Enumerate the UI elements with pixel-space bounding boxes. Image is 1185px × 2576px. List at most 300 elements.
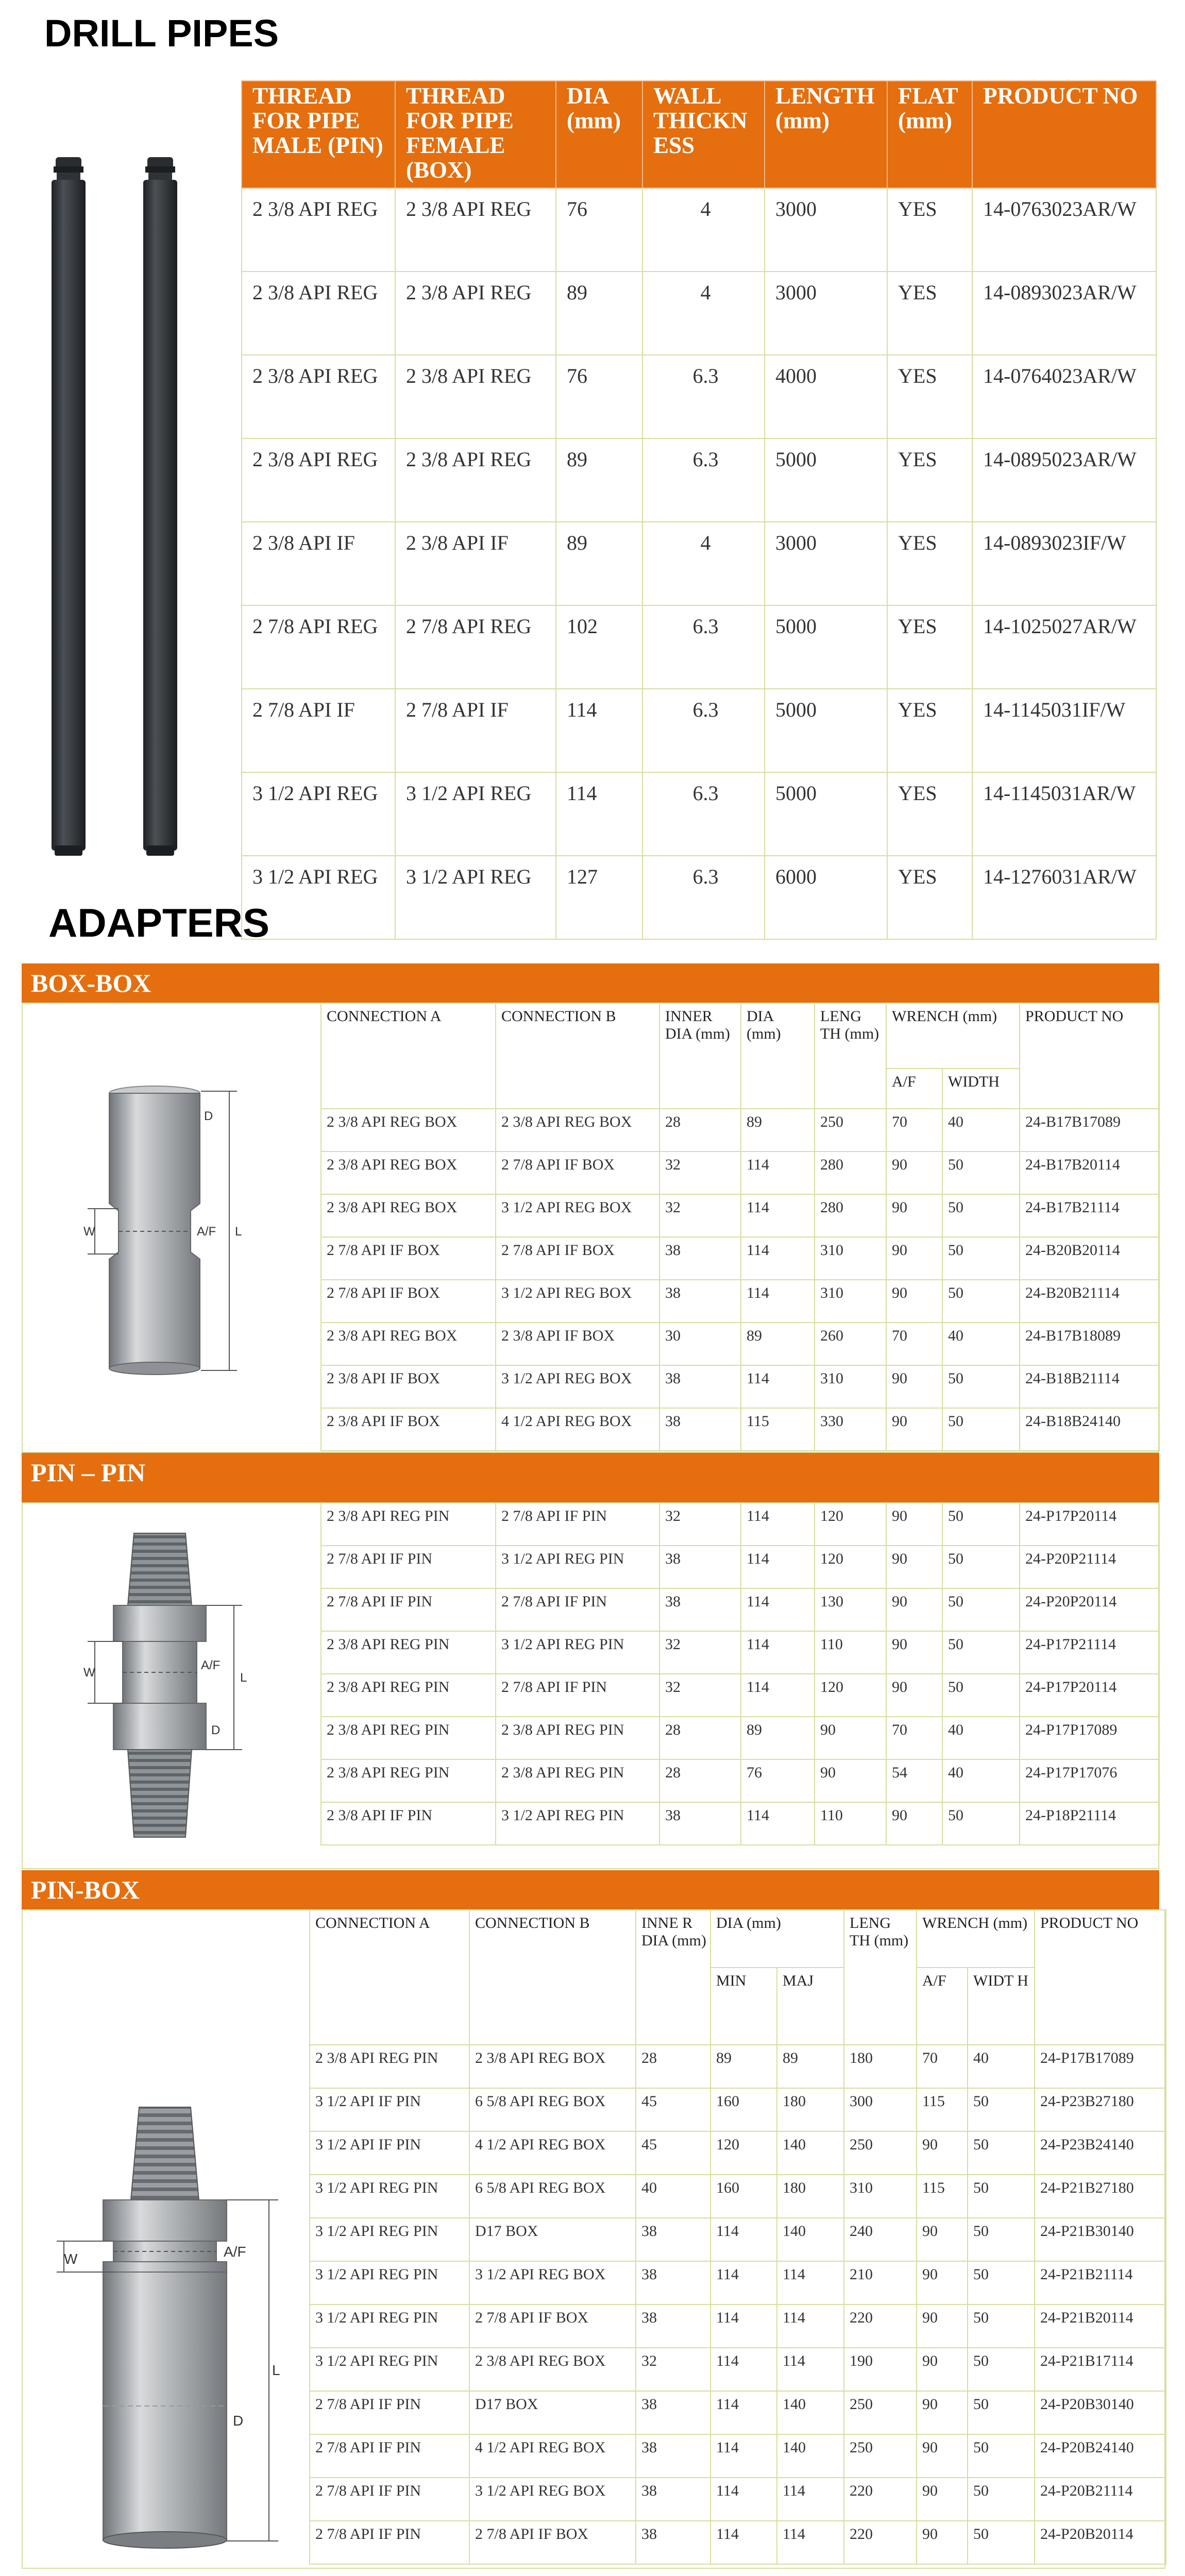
pin-box-row-cell: 114	[710, 2218, 777, 2261]
pin-box-row-cell: 2 7/8 API IF PIN	[310, 2434, 469, 2478]
pin-box-row-cell: 2 7/8 API IF PIN	[310, 2478, 469, 2521]
pin-box-row-cell: 114	[710, 2348, 777, 2391]
box-box-row-cell: 2 7/8 API IF BOX	[321, 1280, 496, 1323]
box-box-row-cell: 250	[815, 1109, 886, 1151]
drill-pipe-row-cell: 127	[556, 856, 642, 939]
box-box-row-cell: 38	[659, 1280, 741, 1323]
box-box-row-cell: 90	[886, 1365, 942, 1408]
pin-box-row	[310, 2478, 1166, 2521]
box-box-row-cell: 330	[815, 1408, 886, 1451]
pin-pin-row-cell: 120	[815, 1503, 886, 1546]
drill-pipe-row	[242, 438, 1156, 522]
pin-box-row-cell: 89	[710, 2045, 777, 2088]
box-box-row-cell: 2 3/8 API IF BOX	[321, 1365, 496, 1408]
pin-box-row-cell: 24-P20B21114	[1035, 2478, 1166, 2521]
pin-box-row-cell: 38	[636, 2434, 710, 2478]
bb-header-length: LENG TH (mm)	[815, 1003, 886, 1109]
pin-box-row-cell: 115	[917, 2175, 968, 2218]
pin-box-row-cell: 50	[968, 2131, 1035, 2175]
drill-pipe-row-cell: 14-1145031IF/W	[972, 689, 1156, 772]
box-box-row-cell: 70	[886, 1109, 942, 1151]
box-box-row-cell: 32	[659, 1194, 741, 1237]
drill-pipe-row-cell: YES	[887, 355, 972, 438]
drill-pipe-row	[242, 355, 1156, 438]
drill-pipe-row-cell: 6.3	[642, 772, 765, 856]
box-box-row-cell: 310	[815, 1365, 886, 1408]
pin-pin-row-cell: 2 7/8 API IF PIN	[496, 1503, 659, 1546]
drill-pipe-right	[143, 157, 177, 856]
pin-box-label-af: A/F	[224, 2244, 246, 2260]
bb-header-inner-dia: INNER DIA (mm)	[659, 1003, 741, 1109]
box-box-label-w: W	[83, 1225, 95, 1239]
pin-box-row-cell: 40	[636, 2175, 710, 2218]
pin-pin-row	[321, 1674, 1159, 1717]
pin-box-row-cell: 180	[844, 2045, 917, 2088]
drill-pipe-row-cell: 6.3	[642, 605, 765, 689]
drill-pipe-row-cell: 2 3/8 API IF	[242, 522, 395, 605]
pin-pin-row-cell: 2 3/8 API REG PIN	[321, 1674, 496, 1717]
pin-pin-row-cell: 76	[741, 1759, 815, 1802]
box-box-row	[321, 1365, 1159, 1408]
pin-box-row-cell: 2 7/8 API IF PIN	[310, 2391, 469, 2434]
bb-header-conn-b: CONNECTION B	[496, 1003, 659, 1109]
box-box-row-cell: 40	[942, 1323, 1020, 1365]
pin-pin-label-af: A/F	[201, 1658, 221, 1672]
box-box-row-cell: 2 3/8 API IF BOX	[496, 1323, 659, 1365]
pin-pin-row-cell: 120	[815, 1674, 886, 1717]
drill-pipe-row-cell: 2 3/8 API REG	[395, 355, 556, 438]
pin-pin-row	[321, 1759, 1159, 1802]
pin-box-row-cell: 4 1/2 API REG BOX	[469, 2434, 636, 2478]
pb-header-inner-dia: INNE R DIA (mm)	[636, 1910, 710, 2045]
drill-pipes-body	[242, 188, 1156, 939]
pin-box-row	[310, 2175, 1166, 2218]
pin-pin-row-cell: 50	[942, 1503, 1020, 1546]
pin-pin-row-cell: 90	[886, 1503, 942, 1546]
pin-box-row-cell: 140	[777, 2131, 844, 2175]
header-thread-male: THREAD FOR PIPE MALE (PIN)	[242, 81, 395, 188]
pin-pin-row-cell: 2 7/8 API IF PIN	[496, 1674, 659, 1717]
header-wall-thickness: WALL THICKN ESS	[642, 81, 765, 188]
header-thread-female: THREAD FOR PIPE FEMALE (BOX)	[395, 81, 556, 188]
box-box-row-cell: 90	[886, 1237, 942, 1280]
pin-box-row-cell: 50	[968, 2304, 1035, 2348]
pin-box-row-cell: 50	[968, 2478, 1035, 2521]
box-box-row-cell: 70	[886, 1323, 942, 1365]
pin-box-row-cell: 180	[777, 2088, 844, 2131]
pin-pin-row-cell: 70	[886, 1717, 942, 1759]
pin-pin-row-cell: 2 7/8 API IF PIN	[321, 1588, 496, 1631]
drill-pipe-row-cell: 2 3/8 API REG	[242, 188, 395, 272]
pin-pin-row	[321, 1631, 1159, 1674]
drill-pipe-row-cell: 2 3/8 API REG	[242, 272, 395, 355]
pb-header-min: MIN	[710, 1968, 777, 2045]
pin-box-row-cell: D17 BOX	[469, 2391, 636, 2434]
drill-pipe-row-cell: 14-1145031AR/W	[972, 772, 1156, 856]
box-box-row-cell: 89	[741, 1323, 815, 1365]
pin-box-row-cell: 24-P20B20114	[1035, 2521, 1166, 2564]
pin-pin-row-cell: 32	[659, 1503, 741, 1546]
drill-pipe-row-cell: 4000	[765, 355, 887, 438]
pin-pin-row-cell: 24-P17P20114	[1020, 1674, 1159, 1717]
pin-box-row-cell: 90	[917, 2348, 968, 2391]
drill-pipe-row-cell: 14-0893023IF/W	[972, 522, 1156, 605]
pin-box-row-cell: 2 7/8 API IF BOX	[469, 2521, 636, 2564]
box-box-row-cell: 24-B17B20114	[1020, 1151, 1159, 1194]
drill-pipe-row	[242, 272, 1156, 355]
box-box-band: BOX-BOX	[22, 963, 1159, 1003]
drill-pipe-row-cell: 4	[642, 522, 765, 605]
box-box-row	[321, 1151, 1159, 1194]
pin-box-table	[309, 1909, 1166, 2565]
drill-pipe-row-cell: 2 7/8 API IF	[242, 689, 395, 772]
drill-pipe-row-cell: 14-0893023AR/W	[972, 272, 1156, 355]
drill-pipe-row-cell: 5000	[765, 772, 887, 856]
pin-pin-row-cell: 110	[815, 1802, 886, 1845]
pin-box-row-cell: 250	[844, 2131, 917, 2175]
drill-pipe-row-cell: YES	[887, 188, 972, 272]
pin-box-row-cell: 250	[844, 2434, 917, 2478]
box-box-label-l: L	[235, 1225, 242, 1239]
pin-pin-label-d: D	[211, 1723, 221, 1737]
pin-pin-row-cell: 50	[942, 1674, 1020, 1717]
pin-box-row-cell: 24-P23B24140	[1035, 2131, 1166, 2175]
pin-box-row-cell: 140	[777, 2434, 844, 2478]
pin-pin-row-cell: 110	[815, 1631, 886, 1674]
pin-pin-row-cell: 90	[886, 1674, 942, 1717]
pin-box-row-cell: 24-P21B21114	[1035, 2261, 1166, 2304]
pin-box-row-cell: 310	[844, 2175, 917, 2218]
pin-box-row-cell: 3 1/2 API REG BOX	[469, 2478, 636, 2521]
drill-pipe-row-cell: 102	[556, 605, 642, 689]
box-box-row-cell: 310	[815, 1237, 886, 1280]
box-box-row-cell: 2 3/8 API REG BOX	[321, 1109, 496, 1151]
pin-pin-row-cell: 2 3/8 API REG PIN	[321, 1631, 496, 1674]
box-box-row-cell: 24-B17B18089	[1020, 1323, 1159, 1365]
box-box-row-cell: 114	[741, 1194, 815, 1237]
pin-pin-row-cell: 120	[815, 1546, 886, 1588]
pin-pin-row	[321, 1717, 1159, 1759]
pin-pin-row-cell: 3 1/2 API REG PIN	[496, 1631, 659, 1674]
drill-pipe-row-cell: 4	[642, 272, 765, 355]
pin-pin-row-cell: 90	[815, 1717, 886, 1759]
pin-pin-row-cell: 114	[741, 1802, 815, 1845]
drill-pipe-row	[242, 605, 1156, 689]
drill-pipe-row-cell: YES	[887, 856, 972, 939]
drill-pipe-row-cell: 2 3/8 API REG	[242, 355, 395, 438]
pin-box-band: PIN-BOX	[22, 1870, 1159, 1909]
drill-pipe-row	[242, 772, 1156, 856]
drill-pipes-title: DRILL PIPES	[44, 12, 279, 55]
box-box-row-cell: 38	[659, 1365, 741, 1408]
pin-box-row-cell: 24-P21B20114	[1035, 2304, 1166, 2348]
box-box-row-cell: 3 1/2 API REG BOX	[496, 1365, 659, 1408]
pin-box-row-cell: 50	[968, 2434, 1035, 2478]
pin-box-row-cell: 24-P17B17089	[1035, 2045, 1166, 2088]
pin-box-row-cell: 114	[710, 2521, 777, 2564]
pin-box-label-w: W	[64, 2251, 78, 2267]
pin-pin-row-cell: 114	[741, 1503, 815, 1546]
pin-box-row-cell: 38	[636, 2478, 710, 2521]
pin-box-row-cell: 38	[636, 2304, 710, 2348]
box-box-row	[321, 1280, 1159, 1323]
pin-box-row-cell: 24-P21B27180	[1035, 2175, 1166, 2218]
pin-box-row-cell: 190	[844, 2348, 917, 2391]
pin-pin-row-cell: 90	[886, 1588, 942, 1631]
box-box-row-cell: 114	[741, 1151, 815, 1194]
drill-pipe-row-cell: YES	[887, 272, 972, 355]
pin-box-row-cell: 250	[844, 2391, 917, 2434]
adapters-title: ADAPTERS	[48, 900, 270, 945]
pin-pin-row-cell: 90	[886, 1546, 942, 1588]
box-box-row-cell: 2 7/8 API IF BOX	[496, 1151, 659, 1194]
pin-box-row-cell: 114	[777, 2304, 844, 2348]
pin-pin-row-cell: 38	[659, 1802, 741, 1845]
drill-pipe-row	[242, 856, 1156, 939]
pin-box-row-cell: 90	[917, 2434, 968, 2478]
pb-header-af: A/F	[917, 1968, 968, 2045]
pin-box-row-cell: 24-P20B30140	[1035, 2391, 1166, 2434]
pin-pin-row-cell: 24-P17P17076	[1020, 1759, 1159, 1802]
box-box-row-cell: 24-B20B20114	[1020, 1237, 1159, 1280]
pin-box-row-cell: 3 1/2 API REG PIN	[310, 2348, 469, 2391]
box-box-row-cell: 114	[741, 1237, 815, 1280]
drill-pipes-table	[241, 80, 1157, 940]
drill-pipe-row	[242, 188, 1156, 272]
box-box-row-cell: 2 7/8 API IF BOX	[496, 1237, 659, 1280]
pin-box-row-cell: 114	[710, 2391, 777, 2434]
pin-box-row-cell: 45	[636, 2131, 710, 2175]
pin-box-row-cell: 38	[636, 2391, 710, 2434]
pin-box-row-cell: 4 1/2 API REG BOX	[469, 2131, 636, 2175]
drill-pipe-row-cell: YES	[887, 689, 972, 772]
pin-pin-row-cell: 32	[659, 1674, 741, 1717]
pin-box-row	[310, 2088, 1166, 2131]
pin-box-row-cell: 90	[917, 2131, 968, 2175]
box-box-label-af: A/F	[197, 1225, 216, 1239]
pin-pin-row-cell: 24-P17P21114	[1020, 1631, 1159, 1674]
pin-pin-row-cell: 114	[741, 1674, 815, 1717]
box-box-header-row	[321, 1003, 1159, 1069]
pin-box-row-cell: 3 1/2 API REG PIN	[310, 2218, 469, 2261]
pin-box-row-cell: 3 1/2 API IF PIN	[310, 2131, 469, 2175]
box-box-row-cell: 24-B18B21114	[1020, 1365, 1159, 1408]
pin-pin-row-cell: 114	[741, 1588, 815, 1631]
box-box-row-cell: 90	[886, 1280, 942, 1323]
drill-pipe-row-cell: 14-0763023AR/W	[972, 188, 1156, 272]
drill-pipe-row-cell: 2 3/8 API REG	[395, 272, 556, 355]
box-box-row-cell: 4 1/2 API REG BOX	[496, 1408, 659, 1451]
drill-pipe-row-cell: 6.3	[642, 689, 765, 772]
box-box-row-cell: 2 3/8 API REG BOX	[321, 1323, 496, 1365]
box-box-row-cell: 32	[659, 1151, 741, 1194]
pb-header-length: LENG TH (mm)	[844, 1910, 917, 2045]
drill-pipe-row-cell: YES	[887, 772, 972, 856]
drill-pipe-row-cell: 5000	[765, 689, 887, 772]
box-box-row-cell: 2 3/8 API REG BOX	[496, 1109, 659, 1151]
pin-box-row-cell: 220	[844, 2521, 917, 2564]
pin-box-row-cell: 300	[844, 2088, 917, 2131]
pin-box-row-cell: 40	[968, 2045, 1035, 2088]
pin-pin-row-cell: 40	[942, 1759, 1020, 1802]
pin-box-row	[310, 2391, 1166, 2434]
box-box-row-cell: 90	[886, 1151, 942, 1194]
pin-pin-row-cell: 2 3/8 API REG PIN	[321, 1503, 496, 1546]
box-box-body	[321, 1109, 1159, 1451]
pin-pin-row-cell: 90	[886, 1802, 942, 1845]
pin-box-row-cell: 28	[636, 2045, 710, 2088]
pin-pin-row-cell: 2 7/8 API IF PIN	[321, 1546, 496, 1588]
drill-pipe-row-cell: YES	[887, 522, 972, 605]
pin-box-row-cell: 160	[710, 2175, 777, 2218]
box-box-row-cell: 50	[942, 1151, 1020, 1194]
drill-pipe-row-cell: 89	[556, 272, 642, 355]
pin-box-row-cell: 89	[777, 2045, 844, 2088]
pin-box-row-cell: 114	[710, 2304, 777, 2348]
box-box-row-cell: 90	[886, 1194, 942, 1237]
drill-pipe-row-cell: 2 7/8 API REG	[395, 605, 556, 689]
box-box-row-cell: 114	[741, 1365, 815, 1408]
pin-box-row-cell: 140	[777, 2218, 844, 2261]
pin-pin-row-cell: 90	[886, 1631, 942, 1674]
box-box-row-cell: 24-B20B21114	[1020, 1280, 1159, 1323]
pin-box-row-cell: 3 1/2 API REG PIN	[310, 2304, 469, 2348]
box-box-row-cell: 28	[659, 1109, 741, 1151]
bb-header-wrench: WRENCH (mm)	[886, 1003, 1020, 1069]
box-box-row-cell: 50	[942, 1408, 1020, 1451]
pin-pin-row-cell: 24-P17P20114	[1020, 1503, 1159, 1546]
box-box-row-cell: 3 1/2 API REG BOX	[496, 1194, 659, 1237]
box-box-row-cell: 2 3/8 API REG BOX	[321, 1151, 496, 1194]
box-box-row-cell: 40	[942, 1109, 1020, 1151]
pin-pin-row-cell: 2 3/8 API REG PIN	[321, 1759, 496, 1802]
header-dia: DIA (mm)	[556, 81, 642, 188]
pin-box-row-cell: 50	[968, 2348, 1035, 2391]
pin-box-row-cell: 3 1/2 API REG PIN	[310, 2261, 469, 2304]
box-box-row-cell: 114	[741, 1280, 815, 1323]
drill-pipe-row-cell: 6.3	[642, 856, 765, 939]
box-box-row-cell: 30	[659, 1323, 741, 1365]
drill-pipe-row-cell: 6000	[765, 856, 887, 939]
pin-pin-band: PIN – PIN	[22, 1453, 1159, 1502]
pin-pin-row-cell: 24-P20P20114	[1020, 1588, 1159, 1631]
pin-box-header-row	[310, 1910, 1166, 1968]
pin-pin-row-cell: 89	[741, 1717, 815, 1759]
drill-pipe-row-cell: 2 3/8 API REG	[242, 438, 395, 522]
box-box-row-cell: 24-B18B24140	[1020, 1408, 1159, 1451]
drill-pipe-row-cell: YES	[887, 438, 972, 522]
pin-pin-row-cell: 2 3/8 API REG PIN	[496, 1759, 659, 1802]
drill-pipe-row-cell: 89	[556, 438, 642, 522]
box-box-row-cell: 2 3/8 API IF BOX	[321, 1408, 496, 1451]
pin-pin-row-cell: 3 1/2 API REG PIN	[496, 1802, 659, 1845]
drill-pipes-image	[46, 152, 201, 860]
pin-box-row-cell: 24-P20B24140	[1035, 2434, 1166, 2478]
pin-box-row-cell: 32	[636, 2348, 710, 2391]
pin-box-row-cell: 38	[636, 2218, 710, 2261]
pin-pin-row-cell: 2 3/8 API REG PIN	[321, 1717, 496, 1759]
pin-box-row-cell: 3 1/2 API IF PIN	[310, 2088, 469, 2131]
pin-box-row-cell: 114	[777, 2521, 844, 2564]
pin-box-row-cell: 180	[777, 2175, 844, 2218]
pin-box-row-cell: 90	[917, 2304, 968, 2348]
pin-pin-row-cell: 50	[942, 1802, 1020, 1845]
pin-box-row	[310, 2434, 1166, 2478]
drill-pipes-header-row	[242, 81, 1156, 188]
drill-pipe-row-cell: 2 3/8 API IF	[395, 522, 556, 605]
pin-box-row-cell: 50	[968, 2391, 1035, 2434]
pin-box-row-cell: 24-P21B17114	[1035, 2348, 1166, 2391]
pin-box-row-cell: 3 1/2 API REG PIN	[310, 2175, 469, 2218]
pin-box-row-cell: 120	[710, 2131, 777, 2175]
header-product-no: PRODUCT NO	[972, 81, 1156, 188]
pin-box-row-cell: 2 7/8 API IF PIN	[310, 2521, 469, 2564]
drill-pipe-row-cell: YES	[887, 605, 972, 689]
pin-box-row-cell: 6 5/8 API REG BOX	[469, 2088, 636, 2131]
box-box-row	[321, 1323, 1159, 1365]
box-box-row-cell: 310	[815, 1280, 886, 1323]
pin-box-row-cell: 240	[844, 2218, 917, 2261]
drill-pipe-row-cell: 6.3	[642, 438, 765, 522]
box-box-row-cell: 38	[659, 1237, 741, 1280]
drill-pipe-row-cell: 5000	[765, 605, 887, 689]
drill-pipe-row	[242, 522, 1156, 605]
pin-pin-row-cell: 40	[942, 1717, 1020, 1759]
pin-pin-row-cell: 24-P17P17089	[1020, 1717, 1159, 1759]
pin-pin-row-cell: 28	[659, 1717, 741, 1759]
pin-pin-row-cell: 50	[942, 1546, 1020, 1588]
pb-header-conn-a: CONNECTION A	[310, 1910, 469, 2045]
pin-box-row-cell: 3 1/2 API REG BOX	[469, 2261, 636, 2304]
pin-pin-body	[321, 1503, 1159, 1845]
drill-pipe-row-cell: 14-0895023AR/W	[972, 438, 1156, 522]
pin-box-row-cell: 90	[917, 2261, 968, 2304]
box-box-row-cell: 50	[942, 1237, 1020, 1280]
box-box-row-cell: 90	[886, 1408, 942, 1451]
pin-pin-row	[321, 1802, 1159, 1845]
pin-pin-row-cell: 28	[659, 1759, 741, 1802]
drill-pipe-row-cell: 3 1/2 API REG	[242, 856, 395, 939]
pin-box-row-cell: 45	[636, 2088, 710, 2131]
pin-box-row-cell: 114	[710, 2261, 777, 2304]
box-box-row	[321, 1109, 1159, 1151]
box-box-row-cell: 115	[741, 1408, 815, 1451]
pin-box-row-cell: 160	[710, 2088, 777, 2131]
bb-header-af: A/F	[886, 1069, 942, 1109]
drill-pipe-row-cell: 2 3/8 API REG	[395, 438, 556, 522]
pin-pin-row-cell: 54	[886, 1759, 942, 1802]
drill-pipe-row-cell: 14-1276031AR/W	[972, 856, 1156, 939]
pin-pin-row-cell: 50	[942, 1631, 1020, 1674]
box-box-row-cell: 50	[942, 1280, 1020, 1323]
pin-box-row-cell: 220	[844, 2478, 917, 2521]
pin-box-row-cell: 114	[710, 2434, 777, 2478]
drill-pipe-row-cell: 4	[642, 188, 765, 272]
pin-pin-row-cell: 2 3/8 API REG PIN	[496, 1717, 659, 1759]
pin-box-adapter-diagram	[46, 2097, 304, 2561]
pin-box-row-cell: 24-P21B30140	[1035, 2218, 1166, 2261]
pin-box-row-cell: 114	[777, 2478, 844, 2521]
pin-pin-row-cell: 114	[741, 1631, 815, 1674]
drill-pipe-row-cell: 6.3	[642, 355, 765, 438]
pin-box-row-cell: 90	[917, 2218, 968, 2261]
pin-box-row-cell: 38	[636, 2261, 710, 2304]
pin-box-row-cell: 115	[917, 2088, 968, 2131]
pin-box-row-cell: 50	[968, 2521, 1035, 2564]
drill-pipe-row-cell: 3 1/2 API REG	[395, 856, 556, 939]
pin-box-row	[310, 2045, 1166, 2088]
pin-box-row-cell: 50	[968, 2218, 1035, 2261]
